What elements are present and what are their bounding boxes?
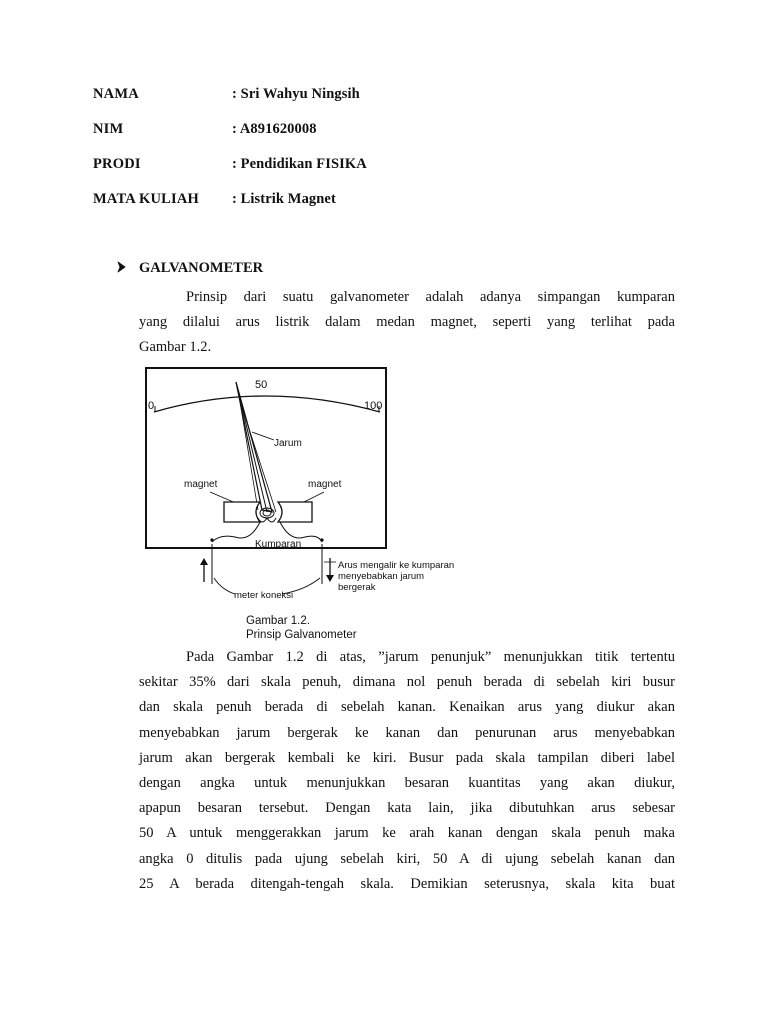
galvanometer-figure bbox=[140, 362, 470, 644]
scale-label-50: 50 bbox=[255, 379, 268, 391]
figure-caption-title: Prinsip Galvanometer bbox=[246, 629, 357, 641]
label-kumparan: Kumparan bbox=[255, 539, 302, 550]
scale-label-0: 0 bbox=[148, 400, 155, 412]
info-value: : Sri Wahyu Ningsih bbox=[232, 86, 360, 102]
paragraph-line: menyebabkan jarum bergerak ke kanan dan penurunan arus menyebabkan bbox=[139, 724, 675, 741]
label-magnet-left: magnet bbox=[184, 479, 218, 490]
info-row-nama bbox=[93, 86, 367, 121]
info-value: : Pendidikan FISIKA bbox=[232, 156, 367, 172]
paragraph-explanation bbox=[139, 645, 675, 897]
wire-left bbox=[212, 522, 260, 542]
magnet-left-shape bbox=[224, 502, 260, 522]
magnet-right-shape bbox=[278, 502, 312, 522]
label-meter-koneksi: meter koneksi bbox=[234, 590, 294, 601]
info-value: : A891620008 bbox=[232, 121, 317, 137]
section-title: GALVANOMETER bbox=[139, 260, 264, 276]
info-row-mata-kuliah bbox=[93, 191, 367, 226]
paragraph-line: angka 0 ditulis pada ujung sebelah kiri, 50 A di ujung sebelah kanan dan bbox=[139, 850, 675, 867]
info-value: : Listrik Magnet bbox=[232, 191, 336, 207]
paragraph-line: 50 A untuk menggerakkan jarum ke arah kanan dengan skala penuh maka bbox=[139, 825, 675, 842]
paragraph-line: Prinsip dari suatu galvanometer adalah adanya simpangan kumparan bbox=[186, 289, 675, 305]
paragraph-line: Gambar 1.2. bbox=[139, 339, 212, 356]
needle bbox=[236, 382, 276, 512]
paragraph-line: sekitar 35% dari skala penuh, dimana nol penuh berada di sebelah kiri busur bbox=[139, 674, 675, 691]
paragraph-line: Pada Gambar 1.2 di atas, ”jarum penunjuk” menunjukkan titik tertentu bbox=[186, 649, 675, 665]
paragraph-line: apapun besaran tersebut. Dengan kata lain, jika dibutuhkan arus sebesar bbox=[139, 800, 675, 817]
paragraph-line: 25 A berada ditengah-tengah skala. Demikian seterusnya, skala kita buat bbox=[139, 875, 675, 892]
info-key: MATA KULIAH bbox=[93, 191, 199, 207]
info-row-prodi bbox=[93, 156, 367, 191]
paragraph-intro bbox=[139, 285, 675, 361]
arrow-bullet-icon bbox=[117, 261, 139, 276]
figure-caption-number: Gambar 1.2. bbox=[246, 615, 310, 627]
label-arus-line1: Arus mengalir ke kumparan bbox=[338, 560, 455, 571]
info-key: NAMA bbox=[93, 86, 139, 102]
info-key: PRODI bbox=[93, 156, 141, 172]
label-arus-line2: menyebabkan jarum bbox=[338, 571, 425, 582]
section-heading bbox=[117, 260, 263, 277]
label-jarum: Jarum bbox=[274, 438, 302, 449]
meter-frame bbox=[146, 368, 386, 548]
scale-label-100: 100 bbox=[364, 400, 383, 412]
paragraph-line: dengan angka untuk menunjukkan besaran kuantitas yang akan diukur, bbox=[139, 774, 675, 791]
student-info-block bbox=[93, 86, 367, 226]
paragraph-line: jarum akan bergerak kembali ke kiri. Busur pada skala tampilan diberi label bbox=[139, 749, 675, 766]
coil bbox=[258, 508, 276, 522]
info-key: NIM bbox=[93, 121, 124, 137]
arrow-up-icon bbox=[200, 558, 208, 582]
scale-arc bbox=[154, 396, 383, 412]
arrow-down-icon bbox=[326, 558, 334, 582]
paragraph-line: dan skala penuh berada di sebelah kanan. Kenaikan arus yang diukur akan bbox=[139, 699, 675, 716]
label-magnet-right: magnet bbox=[308, 479, 342, 490]
label-arus-line3: bergerak bbox=[338, 582, 376, 593]
paragraph-line: yang dilalui arus listrik dalam medan magnet, seperti yang terlihat pada bbox=[139, 314, 675, 331]
info-row-nim bbox=[93, 121, 367, 156]
